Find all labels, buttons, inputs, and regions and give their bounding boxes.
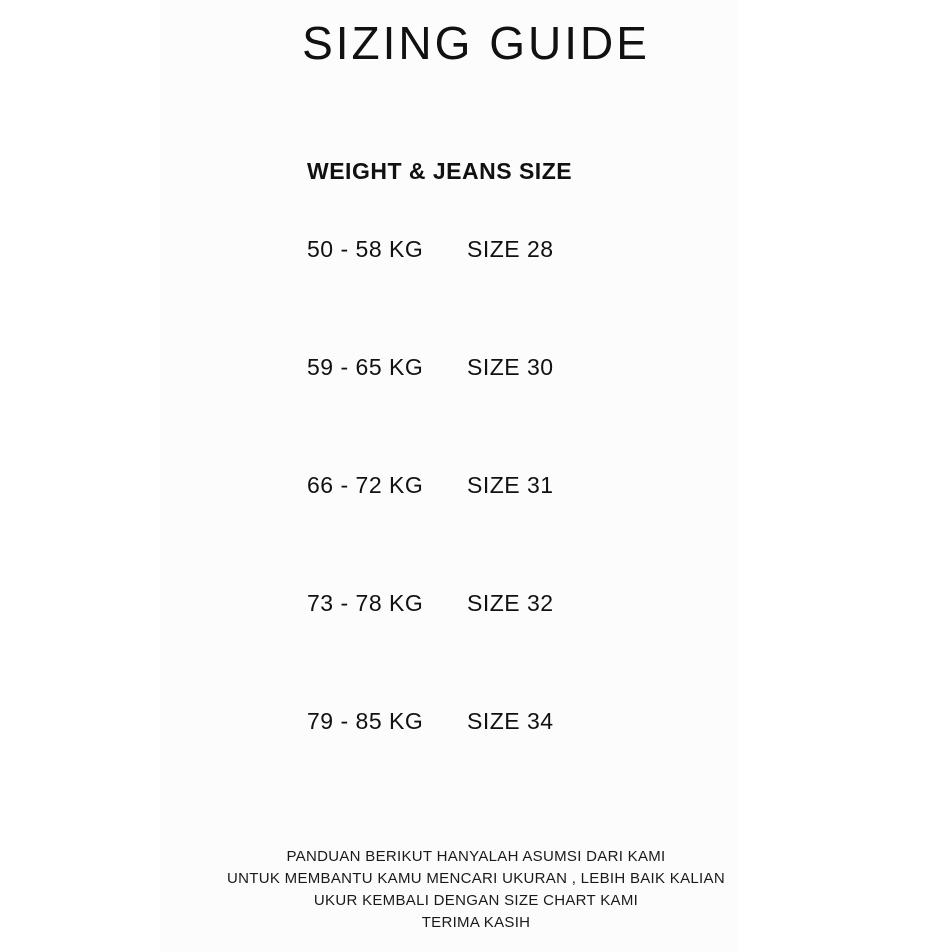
jeans-size: SIZE 31 [467,472,554,498]
footer-line-2: UNTUK MEMBANTU KAMU MENCARI UKURAN , LEBIH BAIK KALIAN [227,870,725,887]
weight-range: 50 - 58 KG [307,236,424,262]
table-row [307,708,707,826]
weight-range: 59 - 65 KG [307,354,424,380]
jeans-size: SIZE 32 [467,590,554,616]
weight-range: 79 - 85 KG [307,708,424,734]
footer-note [0,846,952,934]
jeans-size: SIZE 30 [467,354,554,380]
jeans-size: SIZE 34 [467,708,554,734]
table-row [307,590,707,708]
jeans-size: SIZE 28 [467,236,554,262]
footer-line-4: TERIMA KASIH [421,914,531,931]
page-title: SIZING GUIDE [302,17,650,69]
footer-line-3: UKUR KEMBALI DENGAN SIZE CHART KAMI [313,892,639,909]
footer-line-1: PANDUAN BERIKUT HANYALAH ASUMSI DARI KAMI [286,848,666,865]
weight-range: 73 - 78 KG [307,590,424,616]
size-table [307,236,707,826]
table-row [307,354,707,472]
weight-range: 66 - 72 KG [307,472,424,498]
table-row [307,236,707,354]
section-heading: WEIGHT & JEANS SIZE [307,158,573,184]
table-row [307,472,707,590]
